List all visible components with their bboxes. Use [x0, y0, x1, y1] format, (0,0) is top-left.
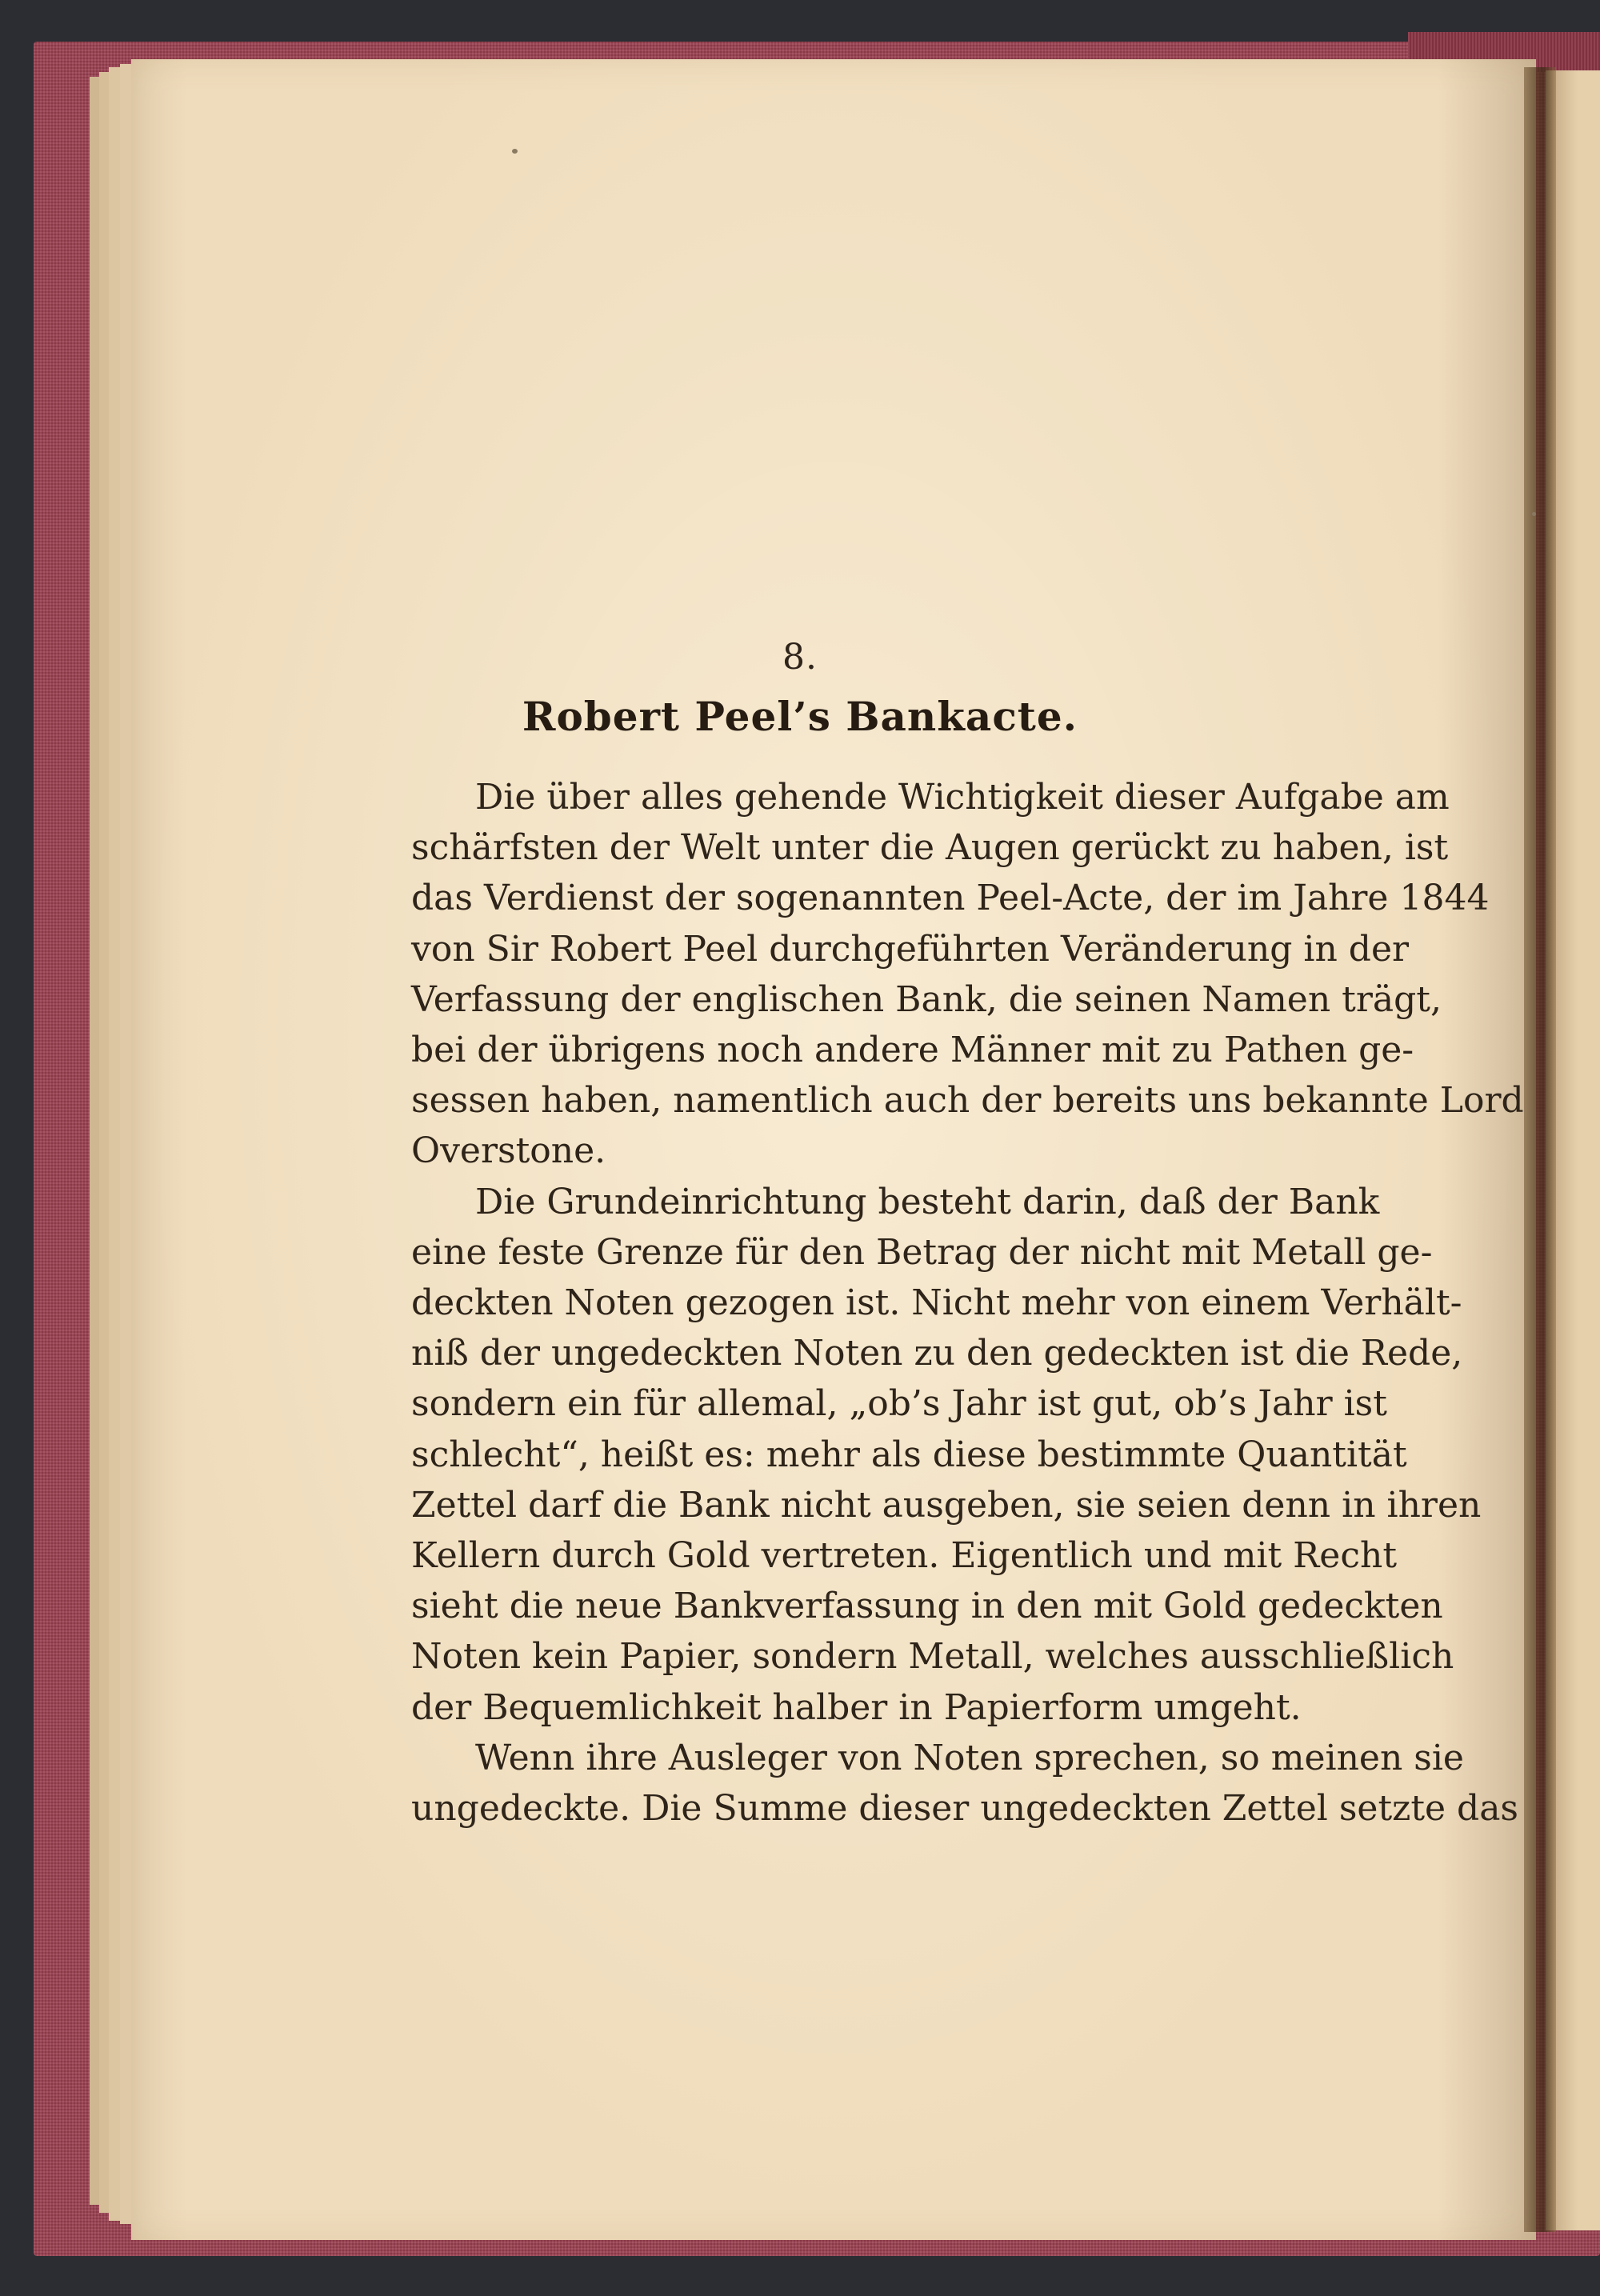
- paragraph: [411, 772, 1524, 1177]
- page-gutter: [1524, 67, 1556, 2232]
- text-line: das Verdienst der sogenannten Peel-Acte, der im Jahre 1844: [411, 878, 1490, 919]
- text-line: schärfsten der Welt unter die Augen gerückt zu haben, ist: [411, 827, 1449, 869]
- paper-spot: [512, 149, 518, 154]
- text-line: Verfassung der englischen Bank, die seinen Namen trägt,: [411, 978, 1442, 1020]
- text-line: Wenn ihre Ausleger von Noten sprechen, so meinen sie: [475, 1737, 1464, 1778]
- text-line: der Bequemlichkeit halber in Papierform umgeht.: [411, 1686, 1302, 1728]
- paper-spot: [1532, 512, 1536, 516]
- section-number: 8.: [782, 637, 818, 678]
- text-line: Die Grundeinrichtung besteht darin, daß der Bank: [475, 1181, 1380, 1222]
- paragraph: [411, 1177, 1482, 1733]
- text-line: sieht die neue Bankverfassung in den mit Gold gedeckten: [411, 1586, 1443, 1627]
- text-line: eine feste Grenze für den Betrag der nicht mit Metall ge-: [411, 1231, 1433, 1273]
- text-line: Overstone.: [411, 1130, 606, 1172]
- text-line: Die über alles gehende Wichtigkeit dieser Aufgabe am: [475, 777, 1450, 818]
- text-line: schlecht“, heißt es: mehr als diese bestimmte Quantität: [411, 1434, 1407, 1475]
- text-line: sondern ein für allemal, „ob’s Jahr ist gut, ob’s Jahr ist: [411, 1383, 1387, 1425]
- text-line: niß der ungedeckten Noten zu den gedeckten ist die Rede,: [411, 1333, 1463, 1374]
- body-text: [411, 772, 1524, 1834]
- text-line: bei der übrigens noch andere Männer mit zu Pathen ge-: [411, 1030, 1414, 1071]
- text-line: Zettel darf die Bank nicht ausgeben, sie seien denn in ihren: [411, 1484, 1482, 1526]
- text-line: deckten Noten gezogen ist. Nicht mehr von einem Verhält-: [411, 1282, 1462, 1324]
- paragraph: [411, 1733, 1519, 1834]
- text-line: Noten kein Papier, sondern Metall, welches ausschließlich: [411, 1636, 1454, 1678]
- chapter-title: Robert Peel’s Bankacte.: [522, 693, 1078, 740]
- text-line: ungedeckte. Die Summe dieser ungedeckten Zettel setzte das: [411, 1788, 1519, 1830]
- text-line: sessen haben, namentlich auch der bereits uns bekannte Lord: [411, 1080, 1524, 1122]
- text-line: von Sir Robert Peel durchgeführten Veränderung in der: [411, 928, 1410, 970]
- text-line: Kellern durch Gold vertreten. Eigentlich und mit Recht: [411, 1535, 1397, 1577]
